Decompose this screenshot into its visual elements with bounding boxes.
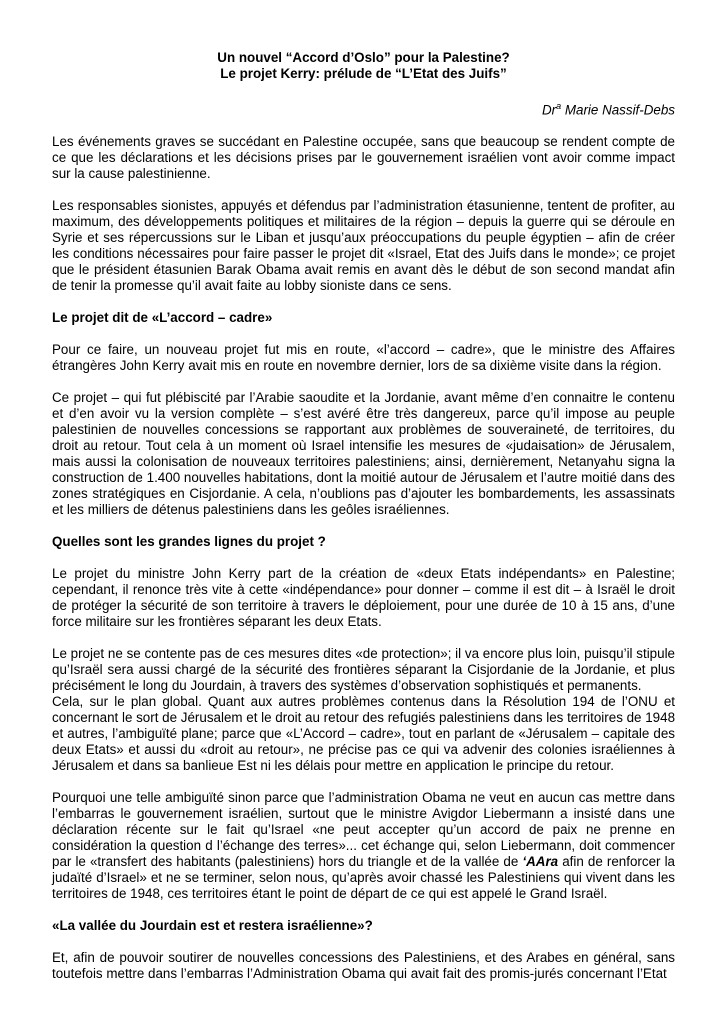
paragraph-4: Ce projet – qui fut plébiscité par l’Arabie saoudite et la Jordanie, avant même d’en connaitre le contenu et d’en avoir vu la version complète – s’est avéré être très dangereux, parce qu’il impose au peuple palestinien de nouvelles concessions se rapportant aux problèmes de souveraineté, de territoires, du droit au retour. Tout cela à un moment où Israel intensifie les mesures de «judaisation» de Jérusalem, mais aussi la colonisation de nouveaux territoires palestiniens; ainsi, dernièrement, Netanyahu signa la construction de 1.400 nouvelles habitations, dont la moitié autour de Jérusalem et l’autre moitié dans des zones stratégiques en Cisjordanie. A cela, n’oublions pas d’ajouter les bombardements, les assassinats et les milliers de détenus palestiniens dans les geôles israéliennes. xyxy=(52,390,675,518)
section-heading-1: Le projet dit de «L’accord – cadre» xyxy=(52,310,273,326)
paragraph-7 xyxy=(52,790,675,902)
paragraph-7-part-1: Pourquoi une telle ambiguïté sinon parce que l’administration Obama ne veut en aucun cas mettre dans l’embarras le gouvernement israélien, surtout que le ministre Avigdor Liebermann a insisté dans une déclaration récente sur le fait qu’Israel «ne peut accepter qu’un accord de paix ne prenne en considération la question d l’échange des terres»... cet échange qui, selon Liebermann, doit commencer par le «transfert des habitants (palestiniens) hors du triangle et de la vallée de xyxy=(52,790,675,870)
author-line xyxy=(52,98,675,118)
paragraph-1: Les événements graves se succédant en Palestine occupée, sans que beaucoup se rendent compte de ce que les déclarations et les décisions prises par le gouvernement israélien vont avoir comme impact sur la cause palestinienne. xyxy=(52,134,675,182)
paragraph-7-part-2: afin de renforcer la judaïté d’Israel» et ne se terminer, selon nous, qu’après avoir chassé les Palestiniens qui vivent dans les territoires de 1948, ces territoires étant le point de départ de ce qui est appelé le Grand Israël. xyxy=(52,854,675,902)
author-prefix: Dr xyxy=(541,102,557,118)
author-name: Marie Nassif-Debs xyxy=(561,102,675,118)
author-prefix-sup: a xyxy=(556,101,562,111)
paragraph-6b: Cela, sur le plan global. Quant aux autres problèmes contenus dans la Résolution 194 de l’ONU et concernant le sort de Jérusalem et le droit au retour des refugiés palestiniens dans les territoires de 1948 et autres, l’ambiguïté plane; parce que «L’Accord – cadre», tout en parlant de «Jérusalem – capitale des deux Etats» et aussi du «droit au retour», ne précise pas ce qui va advenir des colonies israéliennes à Jérusalem et dans sa banlieue Est ni les délais pour mettre en application le principe du retour. xyxy=(52,694,676,774)
section-heading-2: Quelles sont les grandes lignes du projet ? xyxy=(52,534,326,550)
paragraph-3: Pour ce faire, un nouveau projet fut mis en route, «l’accord – cadre», que le ministre des Affaires étrangères John Kerry avait mis en route en novembre dernier, lors de sa dixième visite dans la région. xyxy=(52,342,675,374)
title-line-1: Un nouvel “Accord d’Oslo” pour la Palestine? xyxy=(217,50,510,65)
paragraph-6: Le projet ne se contente pas de ces mesures dites «de protection»; il va encore plus loin, puisqu’il stipule qu’Israël sera aussi chargé de la sécurité des frontières séparant la Cisjordanie de la Jordanie, et plus précisément le long du Jourdain, à travers des systèmes d’observation sophistiqués et permanents. xyxy=(52,646,675,694)
title-line-2: Le projet Kerry: prélude de “L’Etat des Juifs” xyxy=(220,66,507,81)
paragraph-8: Et, afin de pouvoir soutirer de nouvelles concessions des Palestiniens, et des Arabes en général, sans toutefois mettre dans l’embarras l’Administration Obama qui avait fait des promis-jurés concernant l’Etat xyxy=(52,950,675,982)
paragraph-5: Le projet du ministre John Kerry part de la création de «deux Etats indépendants» en Palestine; cependant, il renonce très vite à cette «indépendance» pour donner – comme il est dit – à Israël le droit de protéger la sécurité de son territoire à travers le déploiement, pour une durée de 10 à 15 ans, d’une force militaire sur les frontières séparant les deux Etats. xyxy=(52,566,675,630)
document-page xyxy=(52,50,675,982)
paragraph-7-highlight: ‘AAra xyxy=(522,854,559,870)
paragraph-2: Les responsables sionistes, appuyés et défendus par l’administration étasunienne, tentent de profiter, au maximum, des développements politiques et militaires de la région – depuis la guerre qui se déroule en Syrie et ses répercussions sur le Liban et jusqu’aux préoccupations du peuple égyptien – afin de créer les conditions nécessaires pour faire passer le projet dit «Israel, Etat des Juifs dans le monde»; ce projet que le président étasunien Barak Obama avait remis en avant dès le début de son second mandat afin de tenir la promesse qu’il avait faite au lobby sioniste dans ce sens. xyxy=(52,198,675,294)
document-title xyxy=(52,50,675,82)
section-heading-3: «La vallée du Jourdain est et restera israélienne»? xyxy=(52,918,373,934)
